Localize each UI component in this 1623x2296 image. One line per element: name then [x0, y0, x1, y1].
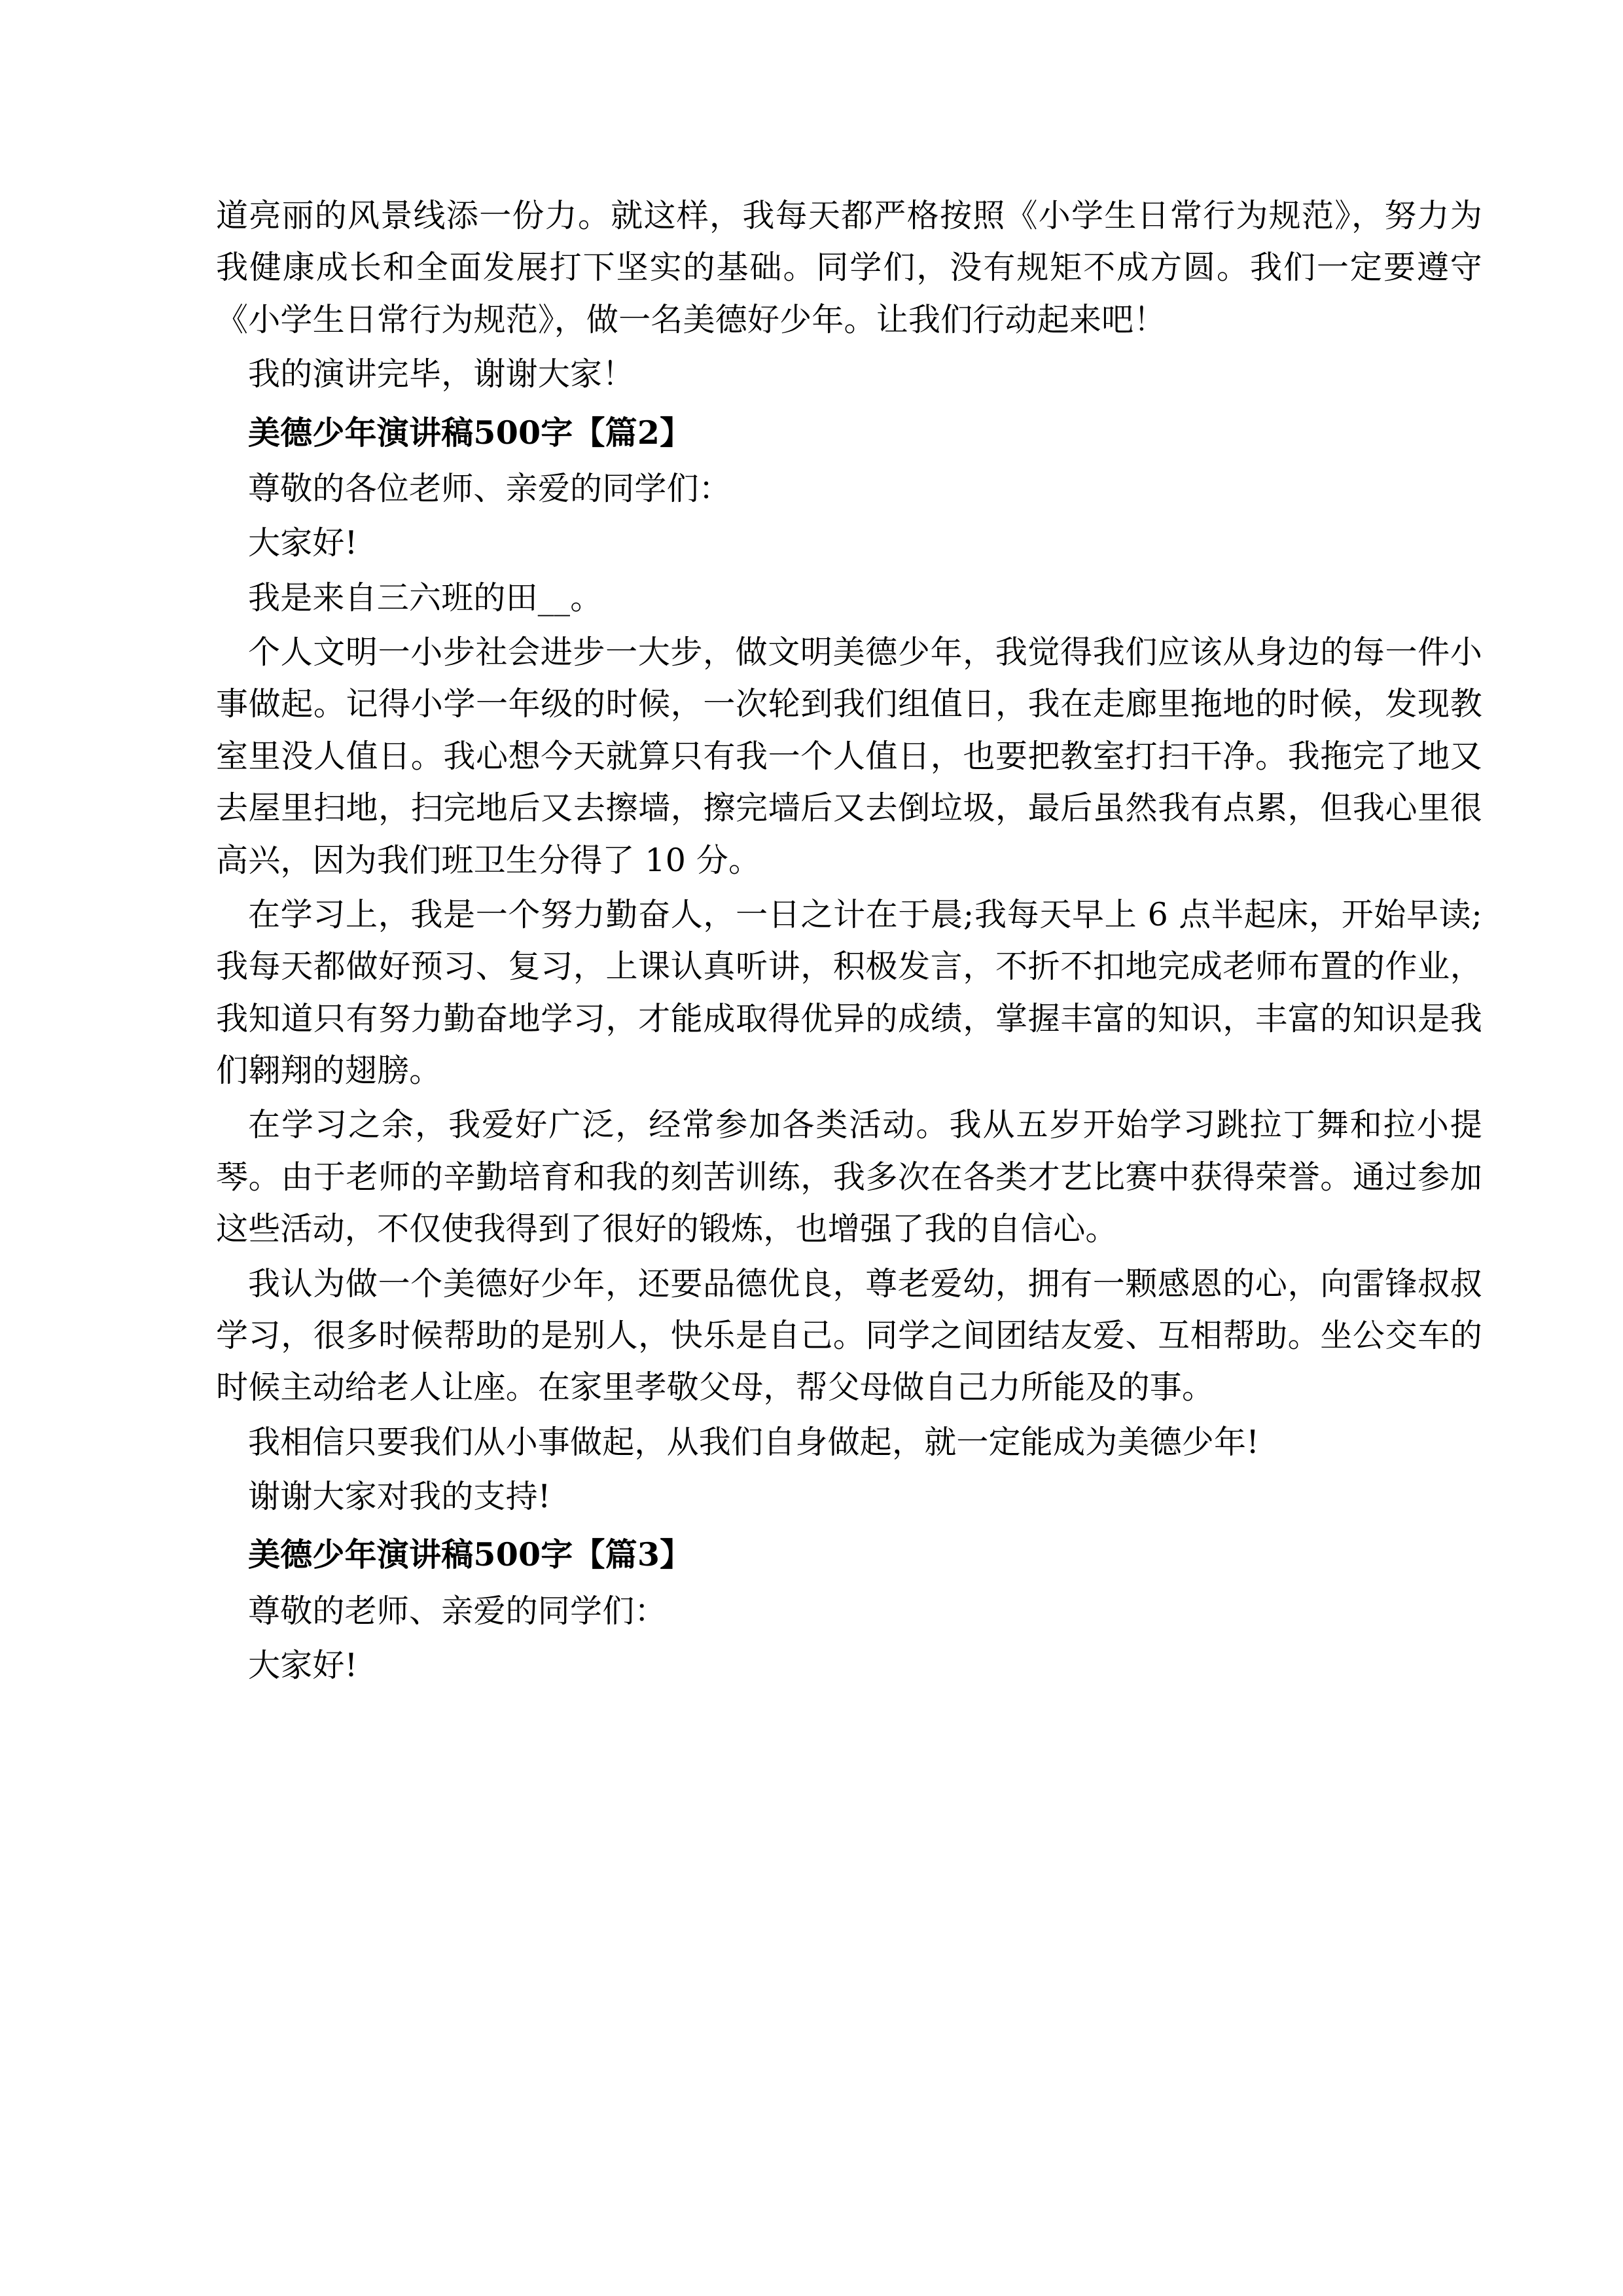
heading-pian3: 美德少年演讲稿500字【篇3】	[248, 1535, 692, 1574]
heading-pian2: 美德少年演讲稿500字【篇2】	[248, 413, 692, 452]
para-body-2-4: 我认为做一个美德好少年，还要品德优良，尊老爱幼，拥有一颗感恩的心，向雷锋叔叔学习，很多时候帮助的是别人，快乐是自己。同学之间团结友爱、互相帮助。坐公交车的时候主动给老人让座。在家里孝敬父母，帮父母做自己力所能及的事。	[216, 1265, 1482, 1407]
para-closing-2: 谢谢大家对我的支持!	[248, 1478, 551, 1515]
para-salutation-3: 尊敬的老师、亲爱的同学们：	[248, 1592, 667, 1630]
para-continuation: 道亮丽的风景线添一份力。就这样，我每天都严格按照《小学生日常行为规范》，努力为我健康成长和全面发展打下坚实的基础。同学们，没有规矩不成方圆。我们一定要遵守《小学生日常行为规范》，做一名美德好少年。让我们行动起来吧！	[216, 197, 1482, 338]
document-body	[216, 190, 1482, 1692]
para-greeting-3: 大家好!	[248, 1647, 358, 1685]
para-body-2-3: 在学习之余，我爱好广泛，经常参加各类活动。我从五岁开始学习跳拉丁舞和拉小提琴。由于老师的辛勤培育和我的刻苦训练，我多次在各类才艺比赛中获得荣誉。通过参加这些活动，不仅使我得到了很好的锻炼，也增强了我的自信心。	[216, 1106, 1482, 1248]
para-greeting-2: 大家好!	[248, 524, 358, 562]
para-closing-1: 我的演讲完毕，谢谢大家！	[248, 355, 635, 393]
para-intro-2: 我是来自三六班的田__。	[248, 579, 603, 617]
para-body-2-5: 我相信只要我们从小事做起，从我们自身做起，就一定能成为美德少年!	[248, 1423, 1260, 1461]
para-body-2-2: 在学习上，我是一个努力勤奋人，一日之计在于晨;我每天早上 6 点半起床，开始早读;我每天都做好预习、复习，上课认真听讲，积极发言，不折不扣地完成老师布置的作业，我知道只有努力勤奋地学习，才能成取得优异的成绩，掌握丰富的知识，丰富的知识是我们翱翔的翅膀。	[216, 895, 1482, 1089]
para-body-2-1: 个人文明一小步社会进步一大步，做文明美德少年，我觉得我们应该从身边的每一件小事做起。记得小学一年级的时候，一次轮到我们组值日，我在走廊里拖地的时候，发现教室里没人值日。我心想今天就算只有我一个人值日，也要把教室打扫干净。我拖完了地又去屋里扫地，扫完地后又去擦墙，擦完墙后又去倒垃圾，最后虽然我有点累，但我心里很高兴，因为我们班卫生分得了 10 分。	[216, 634, 1482, 879]
para-salutation-2: 尊敬的各位老师、亲爱的同学们：	[248, 469, 732, 507]
